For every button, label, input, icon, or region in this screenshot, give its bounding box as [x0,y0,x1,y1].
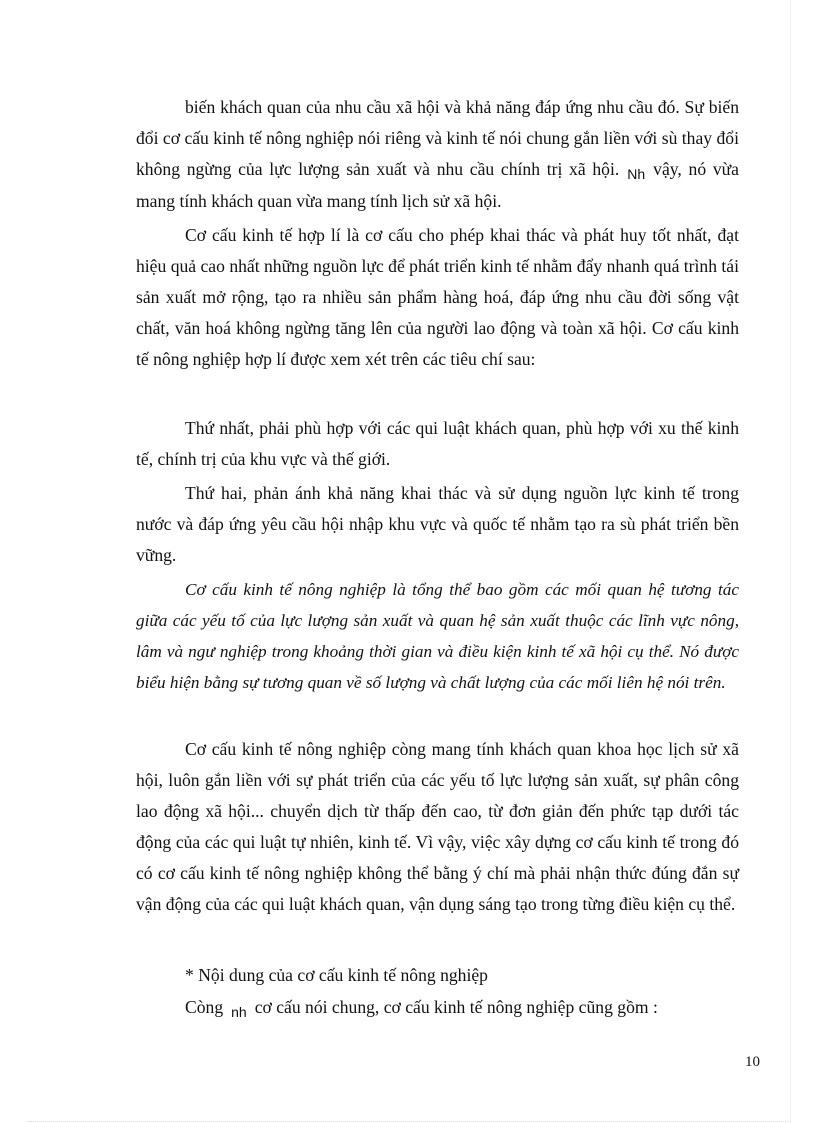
paragraph-1 [136,92,739,217]
page-number: 10 [745,1054,760,1070]
paragraph-4: Thứ hai, phản ánh khả năng khai thác và sử dụng nguồn lực kinh tế trong nước và đáp ứng yêu cầu hội nhập khu vực và quốc tế nhằm tạo ra sù phát triển bền vững. [136,483,739,565]
right-margin-divider [790,0,791,1123]
paragraph-5-definition: Cơ cấu kinh tế nông nghiệp là tổng thể bao gồm các mối quan hệ tương tác giữa các yếu tố của lực lượng sản xuất và quan hệ sản xuất thuộc các lĩnh vực nông, lâm và ngư nghiệp trong khoảng thời gian và điều kiện kinh tế xã hội cụ thể. Nó được biểu hiện bằng sự tương quan về số lượng và chất lượng của các mối liên hệ nói trên. [136,580,739,692]
paragraph-1-text-a: biến khách quan của nhu cầu xã hội và khả năng đáp ứng nhu cầu đó. Sự biến đổi cơ cấu kinh tế nông nghiệp nói riêng và kinh tế nói chung gắn liền với sù thay đổi không ngừng của lực lượng sản xuất và nhu cầu chính trị xã hội. [136,97,739,179]
paragraph-8-text-b: cơ cấu nói chung, cơ cấu kinh tế nông nghiệp cũng gồm : [254,997,658,1017]
paragraph-2: Cơ cấu kinh tế hợp lí là cơ cấu cho phép khai thác và phát huy tốt nhất, đạt hiệu quả cao nhất những nguồn lực để phát triển kinh tế nhằm đẩy nhanh quá trình tái sản xuất mở rộng, tạo ra nhiều sản phẩm hàng hoá, đáp ứng nhu cầu đời sống vật chất, văn hoá không ngừng tăng lên của người lao động và toàn xã hội. Cơ cấu kinh tế nông nghiệp hợp lí được xem xét trên các tiêu chí sau: [136,225,739,369]
paragraph-1-text-b: vậy, nó vừa mang tính khách quan vừa mang tính lịch sử xã hội. [136,159,739,211]
footer-divider [28,1121,788,1122]
paragraph-8-text-a: Còng [185,997,224,1017]
paragraph-3: Thứ nhất, phải phù hợp với các qui luật khách quan, phù hợp với xu thế kinh tế, chính trị của khu vực và thế giới. [136,418,739,469]
paragraph-1-nh-fragment: Nh [627,166,646,182]
section-heading: * Nội dung của cơ cấu kinh tế nông nghiệp [185,965,488,985]
paragraph-8-nh-fragment: nh [231,1004,247,1020]
paragraph-6: Cơ cấu kinh tế nông nghiệp còng mang tính khách quan khoa học lịch sử xã hội, luôn gắn liền với sự phát triển của các yếu tố lực lượng sản xuất, sự phân công lao động xã hội... chuyển dịch từ thấp đến cao, từ đơn giản đến phức tạp dưới tác động của các qui luật tự nhiên, kinh tế. Vì vậy, việc xây dựng cơ cấu kinh tế trong đó có cơ cấu kinh tế nông nghiệp không thể bằng ý chí mà phải nhận thức đúng đắn sự vận động của các qui luật khách quan, vận dụng sáng tạo trong từng điều kiện cụ thể. [136,739,739,914]
paragraph-8 [136,992,739,1024]
